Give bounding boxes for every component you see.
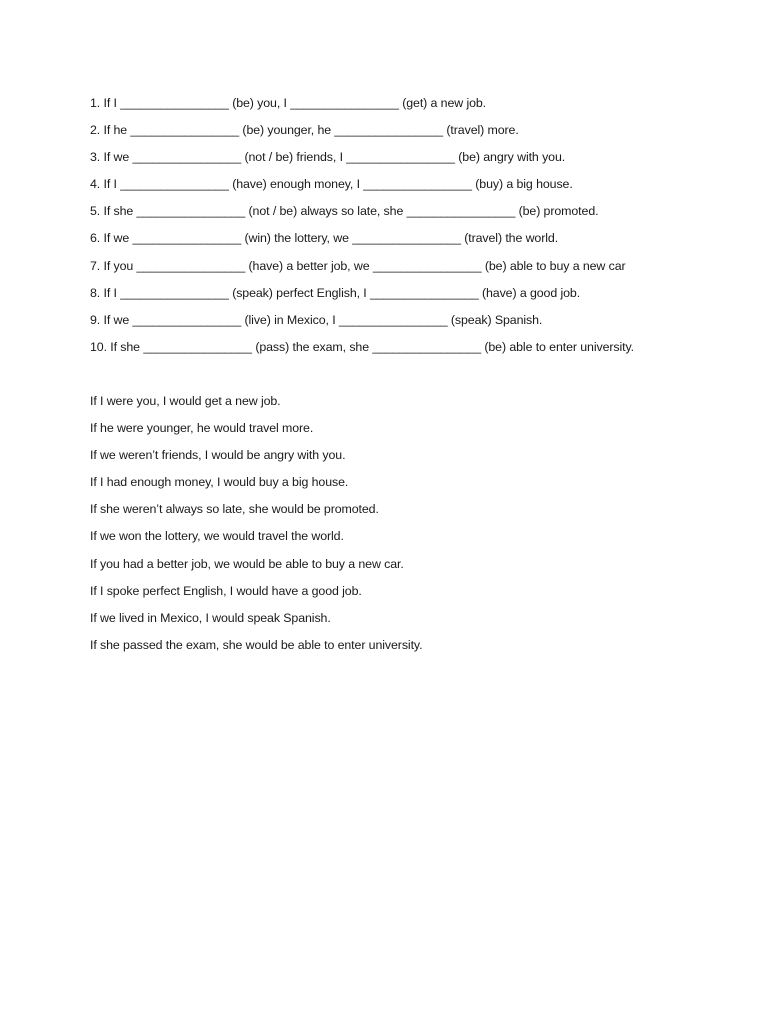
section-spacer	[90, 361, 730, 388]
document-body	[90, 90, 730, 659]
answer-item: If she weren’t always so late, she would be promoted.	[90, 502, 379, 517]
question-item: 8. If I ________________ (speak) perfect English, I ________________ (have) a good job.	[90, 285, 581, 300]
answer-item: If you had a better job, we would be able to buy a new car.	[90, 556, 404, 571]
answer-item: If we lived in Mexico, I would speak Spanish.	[90, 610, 331, 625]
question-list	[90, 90, 730, 361]
question-item: 3. If we ________________ (not / be) friends, I ________________ (be) angry with you.	[90, 150, 566, 165]
question-item: 9. If we ________________ (live) in Mexico, I ________________ (speak) Spanish.	[90, 312, 543, 327]
question-item: 1. If I ________________ (be) you, I ________________ (get) a new job.	[90, 96, 487, 110]
question-item: 4. If I ________________ (have) enough money, I ________________ (buy) a big house.	[90, 177, 573, 192]
answer-item: If she passed the exam, she would be able to enter university.	[90, 637, 423, 652]
answer-list	[90, 388, 730, 659]
answer-item: If I were you, I would get a new job.	[90, 393, 281, 408]
answer-item: If I spoke perfect English, I would have a good job.	[90, 583, 362, 598]
answer-item: If he were younger, he would travel more.	[90, 421, 314, 436]
question-item: 5. If she ________________ (not / be) always so late, she ________________ (be) promoted.	[90, 204, 599, 219]
question-item: 2. If he ________________ (be) younger, he ________________ (travel) more.	[90, 123, 519, 138]
answer-item: If we won the lottery, we would travel the world.	[90, 529, 344, 544]
answer-item: If I had enough money, I would buy a big house.	[90, 475, 349, 490]
question-item: 6. If we ________________ (win) the lottery, we ________________ (travel) the world.	[90, 231, 559, 246]
question-item: 10. If she ________________ (pass) the exam, she ________________ (be) able to enter university.	[90, 339, 635, 354]
question-item: 7. If you ________________ (have) a better job, we ________________ (be) able to buy a new car	[90, 258, 626, 273]
answer-item: If we weren’t friends, I would be angry with you.	[90, 448, 346, 463]
